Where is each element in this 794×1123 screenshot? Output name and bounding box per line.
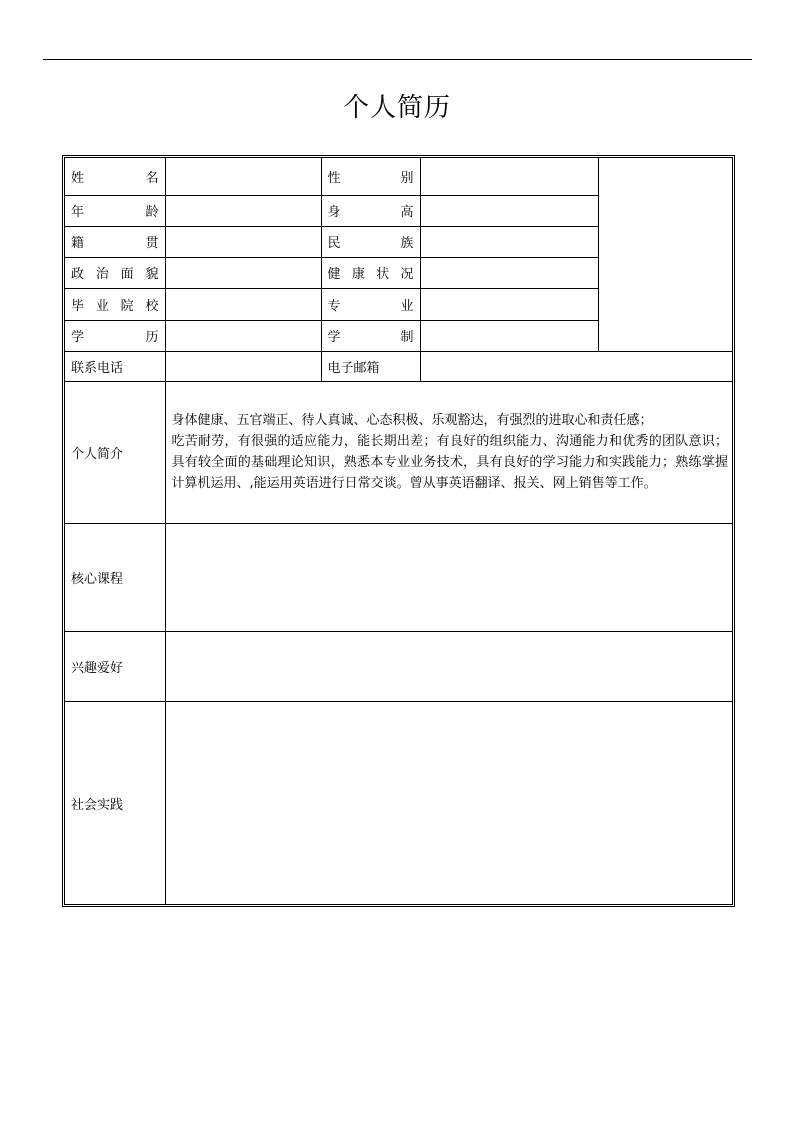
value-health[interactable] — [420, 257, 598, 288]
intro-line-1: 身体健康、五官端正、待人真诚、心态积极、乐观豁达，有强烈的进取心和责任感； — [171, 413, 653, 429]
value-major[interactable] — [420, 288, 598, 320]
photo-box[interactable] — [598, 158, 732, 351]
label-ethnicity: 民 族 — [321, 226, 420, 257]
value-hobbies[interactable] — [165, 632, 732, 702]
label-age: 年 龄 — [65, 195, 165, 226]
resume-table — [65, 158, 732, 904]
label-education: 学 历 — [65, 320, 165, 351]
value-program-length[interactable] — [420, 320, 598, 351]
label-courses: 核心课程 — [65, 523, 165, 631]
value-school[interactable] — [165, 288, 321, 320]
label-name: 姓 名 — [65, 158, 165, 195]
label-email: 电子邮箱 — [321, 351, 420, 381]
value-political-status[interactable] — [165, 257, 321, 288]
value-education[interactable] — [165, 320, 321, 351]
value-phone[interactable] — [165, 351, 321, 381]
label-gender: 性 别 — [321, 158, 420, 195]
label-native-place: 籍 贯 — [65, 226, 165, 257]
value-gender[interactable] — [420, 158, 598, 195]
intro-line-2: 吃苦耐劳，有很强的适应能力，能长期出差；有良好的组织能力、沟通能力和优秀的团队意识；具有较全面的基础理论知识，熟悉本专业业务技术，具有良好的学习能力和实践能力；熟练掌握计算机运用、,能运用英语进行日常交谈。曾从事英语翻译、报关、网上销售等工作。 — [171, 434, 728, 492]
value-ethnicity[interactable] — [420, 226, 598, 257]
resume-form — [62, 155, 735, 907]
label-practice: 社会实践 — [65, 702, 165, 904]
label-political-status: 政 治 面 貌 — [65, 257, 165, 288]
value-courses[interactable] — [165, 523, 732, 631]
value-email[interactable] — [420, 351, 732, 381]
value-native-place[interactable] — [165, 226, 321, 257]
label-major: 专 业 — [321, 288, 420, 320]
label-health: 健 康 状 况 — [321, 257, 420, 288]
intro-text[interactable] — [165, 381, 732, 523]
value-name[interactable] — [165, 158, 321, 195]
label-program-length: 学 制 — [321, 320, 420, 351]
label-height: 身 高 — [321, 195, 420, 226]
label-school: 毕 业 院 校 — [65, 288, 165, 320]
label-intro: 个人简介 — [65, 381, 165, 523]
value-practice[interactable] — [165, 702, 732, 904]
header-rule — [43, 59, 752, 60]
page-title: 个人简历 — [342, 93, 451, 123]
label-phone: 联系电话 — [65, 351, 165, 381]
value-height[interactable] — [420, 195, 598, 226]
label-hobbies: 兴趣爱好 — [65, 632, 165, 702]
value-age[interactable] — [165, 195, 321, 226]
